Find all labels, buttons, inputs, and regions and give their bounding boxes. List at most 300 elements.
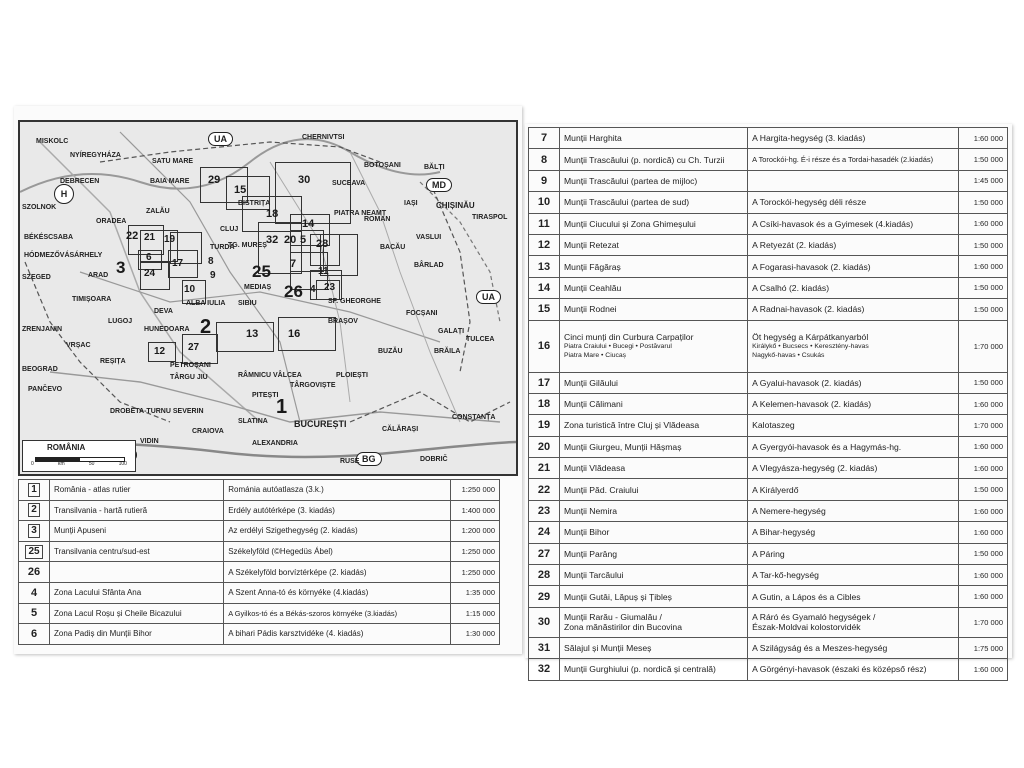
title-hungarian-text: A Csíki-havasok és a Gyimesek (4.kiadás) <box>752 218 914 229</box>
title-romanian-text: Munții Ceahlău <box>564 282 622 293</box>
map-scale: 1:60 000 <box>959 659 1008 680</box>
map-sheet-number: 21 <box>144 232 156 243</box>
catalog-table-left <box>18 479 500 645</box>
city-label: BISTRIȚA <box>238 200 271 207</box>
title-hungarian-text: A Gyergyói-havasok és a Hagymás-hg. <box>752 441 902 452</box>
title-hungarian-text: A Szilágyság és a Meszes-hegység <box>752 643 888 653</box>
title-hungarian <box>748 415 959 436</box>
title-romanian-text: Zona mănăstirilor din Bucovina <box>564 622 682 633</box>
map-number: 8 <box>529 149 560 170</box>
title-hungarian-text: A Csalhó (2. kiadás) <box>752 282 830 293</box>
subtitle-romanian: Piatra Mare • Ciucaș <box>564 352 627 360</box>
title-hungarian <box>748 192 959 213</box>
map-sheet-number: 4 <box>310 284 316 295</box>
map-sheet-number: 29 <box>208 174 221 186</box>
catalog-table-right <box>528 127 1008 681</box>
title-romanian: Zona Lacul Roșu și Cheile Bicazului <box>50 603 224 624</box>
title-romanian-text: Munții Rarău - Giumalău / <box>564 612 662 623</box>
title-romanian-text: Munții Păd. Craiului <box>564 484 639 495</box>
scale-tick: 50 <box>88 461 95 467</box>
map-number: 27 <box>529 543 560 564</box>
city-label: SZOLNOK <box>22 204 57 211</box>
city-label: FOCȘANI <box>406 310 438 317</box>
title-romanian <box>560 256 748 277</box>
table-row <box>529 500 1008 521</box>
map-scale: 1:75 000 <box>959 637 1008 658</box>
title-romanian <box>560 234 748 255</box>
map-number: 26 <box>27 566 41 579</box>
city-label: DEVA <box>154 308 173 315</box>
title-romanian <box>560 436 748 457</box>
map-scale: 1:60 000 <box>959 565 1008 586</box>
map-number: 4 <box>30 586 38 599</box>
map-sheet-number: 9 <box>210 270 216 281</box>
title-hungarian <box>748 277 959 298</box>
title-romanian-text: Sălajul și Munții Meseș <box>564 643 652 653</box>
title-romanian <box>560 659 748 680</box>
map-scale: 1:60 000 <box>959 128 1008 149</box>
title-hungarian-text: A Radnai-havasok (2. kiadás) <box>752 304 865 315</box>
city-label: PETROȘANI <box>170 362 211 369</box>
city-label: VRȘAC <box>66 342 91 349</box>
title-hungarian <box>748 458 959 479</box>
city-label: MEDIAȘ <box>244 284 272 291</box>
map-scale: 1:50 000 <box>959 299 1008 320</box>
table-row <box>529 458 1008 479</box>
city-label: SLATINA <box>238 418 268 425</box>
table-row <box>529 128 1008 149</box>
table-row <box>529 565 1008 586</box>
title-hungarian <box>748 256 959 277</box>
country-badge-h: H <box>54 184 74 204</box>
table-row <box>529 299 1008 320</box>
map-scale: 1:70 000 <box>959 320 1008 372</box>
city-label: CLUJ <box>220 226 239 233</box>
map-number: 12 <box>529 234 560 255</box>
title-romanian <box>560 213 748 234</box>
scale-unit: km <box>57 461 65 467</box>
city-label: ORADEA <box>96 218 127 225</box>
title-hungarian-text: A Retyezát (2. kiadás) <box>752 240 837 251</box>
map-number: 10 <box>529 192 560 213</box>
title-hungarian <box>748 637 959 658</box>
map-scale: 1:60 000 <box>959 436 1008 457</box>
map-number: 18 <box>529 393 560 414</box>
table-row <box>19 541 500 562</box>
city-label: HUNEDOARA <box>144 326 190 333</box>
title-hungarian <box>748 607 959 637</box>
title-romanian <box>560 479 748 500</box>
title-hungarian-text: A Nemere-hegység <box>752 506 826 517</box>
map-scale: 1:60 000 <box>959 500 1008 521</box>
map-scale: 1:250 000 <box>451 541 500 562</box>
title-romanian-text: Munții Retezat <box>564 240 619 251</box>
title-hungarian: A Gyilkos-tó és a Békás-szoros környéke (3.kiadás) <box>224 603 451 624</box>
map-number: 3 <box>28 524 40 538</box>
title-romanian-text: Munții Tarcăului <box>564 570 624 581</box>
city-label: BAIA MARE <box>150 178 190 185</box>
city-label: ZALĂU <box>146 208 170 215</box>
map-sheet-number: 3 <box>116 258 126 277</box>
country-badge-ua: UA <box>208 132 233 146</box>
city-label: SZEGED <box>22 274 51 281</box>
title-hungarian-text: Kalotaszeg <box>752 420 795 431</box>
map-number: 21 <box>529 458 560 479</box>
map-number: 22 <box>529 479 560 500</box>
map-scale: 1:50 000 <box>959 149 1008 170</box>
title-romanian-text: Munții Gutâi, Lăpuș și Țibleș <box>564 591 672 602</box>
title-hungarian <box>748 149 959 170</box>
title-hungarian-text: Észak-Moldvai kolostorvidék <box>752 622 861 633</box>
map-number: 31 <box>529 637 560 658</box>
map-sheet-number: 2 <box>200 316 212 338</box>
title-romanian-text: Munții Rodnei <box>564 304 617 315</box>
table-row <box>529 170 1008 191</box>
title-hungarian-text: A Ráró és Gyamaló hegységek / <box>752 612 876 623</box>
title-romanian-text: Cinci munți din Curbura Carpaților <box>564 332 694 343</box>
table-row <box>529 277 1008 298</box>
title-romanian: România - atlas rutier <box>50 480 224 501</box>
title-romanian: Zona Lacului Sfânta Ana <box>50 582 224 603</box>
title-hungarian-text: A Tar-kő-hegység <box>752 570 819 581</box>
map-sheet-number: 13 <box>246 328 259 340</box>
city-label: SUCEAVA <box>332 180 366 187</box>
city-label: BĂLȚI <box>424 164 445 171</box>
city-label: GALAȚI <box>438 328 465 335</box>
title-romanian <box>50 562 224 583</box>
map-scale: 1:400 000 <box>451 500 500 521</box>
table-row <box>529 659 1008 680</box>
table-row <box>529 149 1008 170</box>
city-label: ZRENJANIN <box>22 326 63 333</box>
map-sheet-number: 7 <box>290 258 297 270</box>
title-romanian-text: Munții Gilăului <box>564 377 618 388</box>
table-row <box>529 393 1008 414</box>
city-label: TULCEA <box>466 336 495 343</box>
city-label: DEBRECEN <box>60 178 100 185</box>
city-label: ALBA IULIA <box>186 300 226 307</box>
title-romanian-text: Munții Trascăului (partea de mijloc) <box>564 175 698 186</box>
title-hungarian-text: A Torockói-hg. É-i része és a Tordai-hasadék (2.kiadás) <box>752 155 934 165</box>
city-label: VASLUI <box>416 234 442 241</box>
map-number: 1 <box>28 483 40 497</box>
map-number: 15 <box>529 299 560 320</box>
map-sheet-number: 1 <box>276 396 288 418</box>
map-sheet-number: 26 <box>284 282 303 301</box>
table-row <box>529 372 1008 393</box>
table-row <box>529 543 1008 564</box>
title-hungarian <box>748 234 959 255</box>
title-romanian <box>560 543 748 564</box>
map-number: 25 <box>25 545 42 559</box>
map-number: 19 <box>529 415 560 436</box>
title-romanian <box>560 458 748 479</box>
subtitle-hungarian: Nagykő-havas • Csukás <box>752 352 825 360</box>
overview-map <box>18 120 518 476</box>
table-row <box>529 586 1008 607</box>
city-label: TÂRGOVIȘTE <box>290 382 336 389</box>
city-label: SF. GHEORGHE <box>328 298 381 305</box>
city-label: TIRASPOL <box>472 214 508 221</box>
city-label: PANČEVO <box>28 386 63 393</box>
scale-tick: 0 <box>31 461 34 467</box>
title-romanian <box>560 192 748 213</box>
map-number-cell <box>19 582 50 603</box>
map-number-cell <box>19 603 50 624</box>
title-romanian-text: Zona turistică între Cluj și Vlădeasa <box>564 420 700 431</box>
table-row <box>529 436 1008 457</box>
map-scale: 1:60 000 <box>959 393 1008 414</box>
title-romanian-text: Munții Bihor <box>564 527 610 538</box>
map-sheet-number: 10 <box>184 284 196 295</box>
title-hungarian-text: A Királyerdő <box>752 484 799 495</box>
title-hungarian <box>748 543 959 564</box>
city-label: PIATRA NEAMȚ <box>334 210 387 217</box>
title-romanian <box>560 299 748 320</box>
map-sheet-number: 32 <box>266 234 279 246</box>
map-number-cell <box>19 500 50 521</box>
map-sheet-number: 5 <box>300 234 307 246</box>
title-hungarian <box>748 500 959 521</box>
table-row <box>529 522 1008 543</box>
table-row <box>19 521 500 542</box>
city-label: RUSE <box>340 458 360 465</box>
title-hungarian: Románia autóatlasza (3.k.) <box>224 480 451 501</box>
map-scale: 1:50 000 <box>959 479 1008 500</box>
map-scale: 1:30 000 <box>451 624 500 645</box>
map-sheet-number: 12 <box>154 346 166 357</box>
map-number: 7 <box>529 128 560 149</box>
city-label: TG. MUREȘ <box>228 242 267 249</box>
subtitle-romanian: Piatra Craiului • Bucegi • Postăvarul <box>564 343 672 351</box>
city-label: HÓDMEZŐVÁSÁRHELY <box>24 252 103 259</box>
city-label: RÂMNICU VÂLCEA <box>238 372 302 379</box>
map-sheet-number: 27 <box>188 342 200 353</box>
map-sheet-number: 25 <box>252 262 271 281</box>
city-label: LUGOJ <box>108 318 133 325</box>
city-label: CHERNIVTSI <box>302 134 345 141</box>
title-hungarian-text: A Fogarasi-havasok (2. kiadás) <box>752 261 871 272</box>
map-number: 5 <box>30 607 38 620</box>
table-row <box>529 637 1008 658</box>
city-label: PITEȘTI <box>252 392 279 399</box>
map-number: 9 <box>529 170 560 191</box>
map-number: 17 <box>529 372 560 393</box>
table-row <box>529 192 1008 213</box>
map-sheet-number: 19 <box>164 234 176 245</box>
map-sheet-number: 28 <box>316 238 329 250</box>
map-scale: 1:50 000 <box>959 277 1008 298</box>
map-sheet-number: 6 <box>146 252 152 263</box>
title-hungarian-text: A Kelemen-havasok (2. kiadás) <box>752 399 872 410</box>
title-hungarian-text: A Vlegyásza-hegység (2. kiadás) <box>752 463 878 474</box>
title-hungarian <box>748 659 959 680</box>
table-row <box>19 480 500 501</box>
table-row <box>529 213 1008 234</box>
table-row <box>529 256 1008 277</box>
title-hungarian-text: A Görgényi-havasok (északi és középső rész) <box>752 664 927 675</box>
map-scale: 1:60 000 <box>959 256 1008 277</box>
title-hungarian-text: A Torockói-hegység déli része <box>752 197 867 208</box>
map-number: 30 <box>529 607 560 637</box>
title-romanian <box>560 607 748 637</box>
title-romanian: Transilvania centru/sud-est <box>50 541 224 562</box>
map-scale: 1:50 000 <box>959 192 1008 213</box>
title-romanian-text: Munții Făgăraș <box>564 261 621 272</box>
country-badge-md: MD <box>426 178 452 192</box>
city-label: ARAD <box>88 272 109 279</box>
city-label: BUZĂU <box>378 348 403 355</box>
map-scale: 1:250 000 <box>451 562 500 583</box>
map-scale: 1:45 000 <box>959 170 1008 191</box>
table-row <box>529 320 1008 372</box>
table-row <box>529 234 1008 255</box>
city-label: DOBRIČ <box>420 456 448 463</box>
title-hungarian: A Székelyföld borvíztérképe (2. kiadás) <box>224 562 451 583</box>
map-sheet-box <box>216 322 274 352</box>
map-scale: 1:250 000 <box>451 480 500 501</box>
title-romanian-text: Munții Ciucului și Zona Ghimeșului <box>564 218 696 229</box>
title-romanian-text: Munții Călimani <box>564 399 623 410</box>
scale-ticks <box>31 461 127 467</box>
title-romanian-text: Munții Nemira <box>564 506 618 517</box>
map-scale: 1:70 000 <box>959 415 1008 436</box>
title-romanian-text: Munții Trascăului (partea de sud) <box>564 197 690 208</box>
map-scale: 1:200 000 <box>451 521 500 542</box>
city-label: ALEXANDRIA <box>252 440 298 447</box>
map-number-cell <box>19 541 50 562</box>
city-label: CHIȘINĂU <box>436 201 475 210</box>
title-romanian <box>560 170 748 191</box>
map-scale: 1:35 000 <box>451 582 500 603</box>
map-sheet-number: 15 <box>234 184 247 196</box>
title-hungarian-text: A Gyalui-havasok (2. kiadás) <box>752 377 862 388</box>
map-number: 6 <box>30 627 38 640</box>
title-romanian-text: Munții Trascăului (p. nordică) cu Ch. Turzii <box>564 154 725 165</box>
map-number: 11 <box>529 213 560 234</box>
table-row <box>19 582 500 603</box>
map-sheet-number: 11 <box>318 266 329 277</box>
title-hungarian <box>748 436 959 457</box>
table-row <box>19 624 500 645</box>
map-sheet-number: 22 <box>126 230 139 242</box>
title-hungarian <box>748 320 959 372</box>
map-sheet-number: 23 <box>324 282 336 293</box>
map-scale: 1:15 000 <box>451 603 500 624</box>
title-romanian <box>560 277 748 298</box>
city-label: NYÍREGYHÁZA <box>70 152 121 159</box>
map-legend <box>22 440 136 472</box>
map-scale: 1:50 000 <box>959 234 1008 255</box>
city-label: BÉKÉSCSABA <box>24 234 74 241</box>
title-romanian: Zona Padiș din Munții Bihor <box>50 624 224 645</box>
title-hungarian <box>748 586 959 607</box>
country-badge-bg: BG <box>356 452 382 466</box>
city-label: TIMIȘOARA <box>72 296 112 303</box>
title-hungarian-text: A Bihar-hegység <box>752 527 816 538</box>
title-hungarian-text: A Gutin, a Lápos és a Cibles <box>752 591 861 602</box>
city-label: CONSTANȚA <box>452 414 496 421</box>
map-number: 32 <box>529 659 560 680</box>
title-romanian <box>560 415 748 436</box>
legend-title: ROMÂNIA <box>47 443 86 452</box>
title-romanian-text: Munții Parâng <box>564 548 618 559</box>
table-row <box>19 562 500 583</box>
title-romanian <box>560 586 748 607</box>
title-hungarian <box>748 299 959 320</box>
map-sheet-number: 18 <box>266 208 279 220</box>
city-label: SATU MARE <box>152 158 194 165</box>
title-romanian <box>560 637 748 658</box>
title-romanian <box>560 320 748 372</box>
title-hungarian <box>748 565 959 586</box>
map-number: 23 <box>529 500 560 521</box>
title-hungarian-text: Öt hegység a Kárpátkanyarból <box>752 332 869 343</box>
city-label: SIBIU <box>238 300 257 307</box>
map-number-cell <box>19 480 50 501</box>
map-number-cell <box>19 624 50 645</box>
table-row <box>529 479 1008 500</box>
city-label: VIDIN <box>140 438 159 445</box>
title-romanian <box>560 372 748 393</box>
country-badge-ua: UA <box>476 290 501 304</box>
title-hungarian: A Szent Anna-tó és környéke (4.kiadás) <box>224 582 451 603</box>
title-romanian-text: Munții Gurghiului (p. nordică și centrală) <box>564 664 716 675</box>
title-romanian <box>560 149 748 170</box>
city-label: BACĂU <box>380 244 406 251</box>
title-hungarian <box>748 170 959 191</box>
table-row <box>529 415 1008 436</box>
map-sheet-number: 8 <box>208 256 214 267</box>
map-sheet-number: 24 <box>144 268 156 279</box>
map-number: 24 <box>529 522 560 543</box>
title-hungarian: Erdély autótérképe (3. kiadás) <box>224 500 451 521</box>
subtitle-hungarian: Királykő • Bucsecs • Keresztény-havas <box>752 343 869 351</box>
title-hungarian-text: A Hargita-hegység (3. kiadás) <box>752 133 866 144</box>
map-number: 29 <box>529 586 560 607</box>
title-romanian <box>560 128 748 149</box>
map-sheet-number: 17 <box>172 258 184 269</box>
title-hungarian: A bihari Pádis karsztvidéke (4. kiadás) <box>224 624 451 645</box>
map-scale: 1:60 000 <box>959 522 1008 543</box>
map-number-cell <box>19 562 50 583</box>
city-label: IAȘI <box>404 200 418 207</box>
scale-tick: 100 <box>118 461 127 467</box>
title-hungarian: Székelyföld (©Hegedüs Ábel) <box>224 541 451 562</box>
title-romanian-text: Munții Giurgeu, Munții Hășmaș <box>564 441 682 452</box>
table-row <box>19 603 500 624</box>
map-scale: 1:60 000 <box>959 213 1008 234</box>
title-romanian <box>560 393 748 414</box>
title-romanian <box>560 500 748 521</box>
city-label: BRAȘOV <box>328 318 358 325</box>
title-hungarian: Az erdélyi Szigethegység (2. kiadás) <box>224 521 451 542</box>
city-label: TÂRGU JIU <box>170 374 208 381</box>
title-romanian: Munții Apuseni <box>50 521 224 542</box>
city-label: DROBETA-TURNU SEVERIN <box>110 408 204 415</box>
map-sheet-number: 16 <box>288 328 301 340</box>
title-romanian-text: Munții Vlădeasa <box>564 463 626 474</box>
title-hungarian <box>748 479 959 500</box>
city-label: BRĂILA <box>434 348 461 355</box>
map-number-cell <box>19 521 50 542</box>
table-row <box>529 607 1008 637</box>
city-label: BOTOȘANI <box>364 162 401 169</box>
title-hungarian <box>748 522 959 543</box>
city-label: PLOIEȘTI <box>336 372 368 379</box>
title-hungarian-text: A Páring <box>752 548 785 559</box>
map-sheet-number: 30 <box>298 174 311 186</box>
